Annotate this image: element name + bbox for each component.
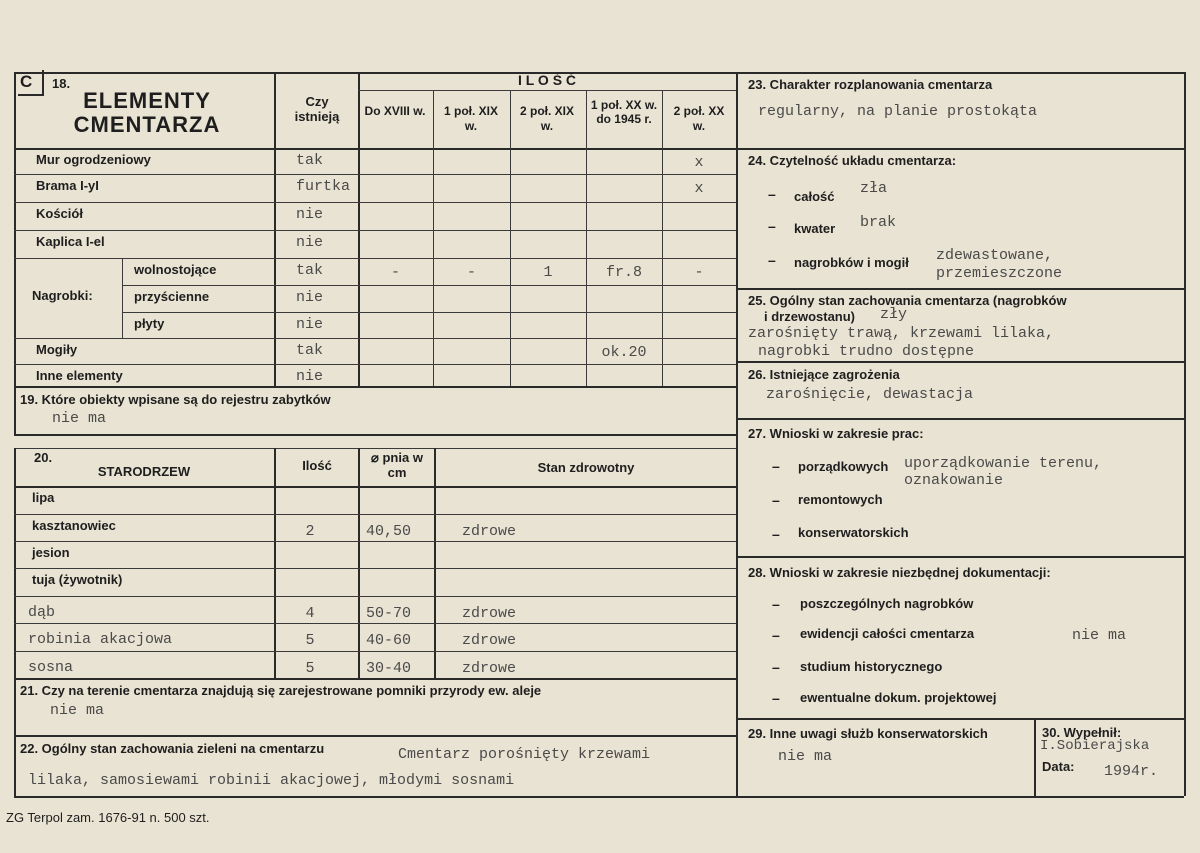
section-22-value-2: lilaka, samosiewami robinii akacjowej, młodymi sosnami xyxy=(28,772,515,789)
element-row-czy: nie xyxy=(296,234,324,251)
section-26-value: zarośnięcie, dewastacja xyxy=(766,386,974,403)
element-row-label: Inne elementy xyxy=(36,368,123,383)
starodrzew-pnia-header: ⌀ pnia w cm xyxy=(371,450,423,480)
dash-icon: – xyxy=(772,492,780,508)
element-row-czy: tak xyxy=(296,152,324,169)
section-25-value-2: nagrobki trudno dostępne xyxy=(758,343,975,360)
tree-row-label: robinia akacjowa xyxy=(28,631,173,648)
element-row-label: płyty xyxy=(134,316,165,331)
doc-item-2: studium historycznego xyxy=(800,659,943,674)
section-29-label: 29. Inne uwagi służb konserwatorskich xyxy=(748,726,988,741)
tree-row-ilosc: 5 xyxy=(305,632,315,649)
tree-row-stan: zdrowe xyxy=(462,523,517,540)
doc-item-3: ewentualne dokum. projektowej xyxy=(800,690,997,705)
kwater-label: kwater xyxy=(794,221,836,236)
tree-row-pnia: 30-40 xyxy=(366,660,412,677)
tree-row-label: dąb xyxy=(28,604,56,621)
tree-row-ilosc: 4 xyxy=(305,605,315,622)
dash-icon: – xyxy=(768,218,776,234)
section-23-label: 23. Charakter rozplanowania cmentarza xyxy=(748,77,993,92)
date-value: 1994r. xyxy=(1104,763,1159,780)
calosc-label: całość xyxy=(794,189,835,204)
tree-row-pnia: 50-70 xyxy=(366,605,412,622)
starodrzew-title: STARODRZEW xyxy=(97,464,191,479)
section-25-label-2: i drzewostanu) xyxy=(764,309,856,324)
element-row-value: ok.20 xyxy=(601,344,647,361)
porzadkowych-label: porządkowych xyxy=(798,459,889,474)
dash-icon: – xyxy=(768,252,776,268)
czy-istnieja-header: Czy istnieją xyxy=(294,94,340,124)
element-row-czy: tak xyxy=(296,342,324,359)
tree-row-label: sosna xyxy=(28,659,74,676)
element-row-label: Kaplica I-el xyxy=(36,234,105,249)
nagrobkow-value-1: zdewastowane, xyxy=(936,247,1054,264)
section-18-number: 18. xyxy=(52,76,71,91)
starodrzew-stan-header: Stan zdrowotny xyxy=(537,460,635,475)
calosc-value: zła xyxy=(860,180,888,197)
section-28-label: 28. Wnioski w zakresie niezbędnej dokumentacji: xyxy=(748,565,1051,580)
tree-row-stan: zdrowe xyxy=(462,660,517,677)
section-25-value-1: zarośnięty trawą, krzewami lilaka, xyxy=(748,325,1055,342)
section-22-value-1: Cmentarz porośnięty krzewami xyxy=(398,746,651,763)
section-28-value: nie ma xyxy=(1072,627,1127,644)
dash-icon: – xyxy=(772,458,780,474)
data-label: Data: xyxy=(1042,759,1075,774)
tree-row-ilosc: 5 xyxy=(305,660,315,677)
element-row-czy: nie xyxy=(296,316,324,333)
nagrobkow-value-2: przemieszczone xyxy=(936,265,1063,282)
tree-row-pnia: 40,50 xyxy=(366,523,412,540)
tree-row-stan: zdrowe xyxy=(462,632,517,649)
element-row-value: - xyxy=(694,264,704,281)
section-25-label-1: 25. Ogólny stan zachowania cmentarza (nagrobków xyxy=(748,293,1067,308)
doc-item-1: ewidencji całości cmentarza xyxy=(800,626,975,641)
tree-row-ilosc: 2 xyxy=(305,523,315,540)
element-row-value: - xyxy=(466,264,476,281)
element-row-value: x xyxy=(694,180,704,197)
section-26-label: 26. Istniejące zagrożenia xyxy=(748,367,900,382)
section-23-value: regularny, na planie prostokąta xyxy=(758,103,1038,120)
section-21-value: nie ma xyxy=(50,702,105,719)
dash-icon: – xyxy=(772,659,780,675)
element-row-label: Mur ogrodzeniowy xyxy=(36,152,151,167)
col-header-1: 1 poł. XIX w. xyxy=(443,104,498,133)
tree-row-label: kasztanowiec xyxy=(32,518,116,533)
element-row-czy: nie xyxy=(296,206,324,223)
section-27-label: 27. Wnioski w zakresie prac: xyxy=(748,426,924,441)
nagrobkow-label: nagrobków i mogił xyxy=(794,255,909,270)
wypelnil-value: I.Sobierajska xyxy=(1040,738,1150,754)
element-row-label: Brama I-yI xyxy=(36,178,99,193)
element-row-czy: tak xyxy=(296,262,324,279)
dash-icon: – xyxy=(772,526,780,542)
footer-print-info: ZG Terpol zam. 1676-91 n. 500 szt. xyxy=(6,810,210,825)
element-row-value: 1 xyxy=(543,264,553,281)
element-row-czy: furtka xyxy=(296,178,351,195)
dash-icon: – xyxy=(768,186,776,202)
tree-row-label: tuja (żywotnik) xyxy=(32,572,123,587)
element-row-label: wolnostojące xyxy=(134,262,217,277)
nagrobki-label: Nagrobki: xyxy=(32,288,93,303)
col-header-3: 1 poł. XX w. do 1945 r. xyxy=(590,98,658,126)
section-24-label: 24. Czytelność układu cmentarza: xyxy=(748,153,957,168)
dash-icon: – xyxy=(772,627,780,643)
section-20-number: 20. xyxy=(34,450,53,465)
doc-item-0: poszczególnych nagrobków xyxy=(800,596,974,611)
tree-row-label: jesion xyxy=(32,545,70,560)
section-30-label: 30. Wypełnił: xyxy=(1042,725,1122,740)
section-18-title-2: CMENTARZA xyxy=(73,112,221,137)
element-row-label: Mogiły xyxy=(36,342,78,357)
remontowych-label: remontowych xyxy=(798,492,883,507)
konserwatorskich-label: konserwatorskich xyxy=(798,525,909,540)
section-18-title-1: ELEMENTY xyxy=(83,88,211,113)
section-22-label: 22. Ogólny stan zachowania zieleni na cmentarzu xyxy=(20,741,325,756)
ilosc-header: I L O Ś Ć xyxy=(517,72,577,88)
dash-icon: – xyxy=(772,596,780,612)
element-row-value: x xyxy=(694,154,704,171)
element-row-value: fr.8 xyxy=(605,264,642,281)
dash-icon: – xyxy=(772,690,780,706)
porzadkowych-value-1: uporządkowanie terenu, xyxy=(904,455,1103,472)
element-row-value: - xyxy=(390,264,400,281)
starodrzew-ilosc-header: Ilość xyxy=(302,458,332,473)
section-25-value-0: zły xyxy=(880,306,908,323)
section-21-label: 21. Czy na terenie cmentarza znajdują się zarejestrowane pomniki przyrody ew. aleje xyxy=(20,683,542,698)
element-row-czy: nie xyxy=(296,368,324,385)
col-header-4: 2 poł. XX w. xyxy=(673,104,725,133)
section-19-value: nie ma xyxy=(52,410,107,427)
col-header-2: 2 poł. XIX w. xyxy=(519,104,574,133)
section-letter: C xyxy=(20,72,33,91)
kwater-value: brak xyxy=(860,214,897,231)
element-row-label: Kościół xyxy=(36,206,83,221)
tree-row-pnia: 40-60 xyxy=(366,632,412,649)
section-19-label: 19. Które obiekty wpisane są do rejestru zabytków xyxy=(20,392,331,407)
col-header-0: Do XVIII w. xyxy=(364,104,426,118)
porzadkowych-value-2: oznakowanie xyxy=(904,472,1004,489)
element-row-label: przyścienne xyxy=(134,289,210,304)
section-29-value: nie ma xyxy=(778,748,833,765)
tree-row-label: lipa xyxy=(32,490,55,505)
element-row-czy: nie xyxy=(296,289,324,306)
tree-row-stan: zdrowe xyxy=(462,605,517,622)
